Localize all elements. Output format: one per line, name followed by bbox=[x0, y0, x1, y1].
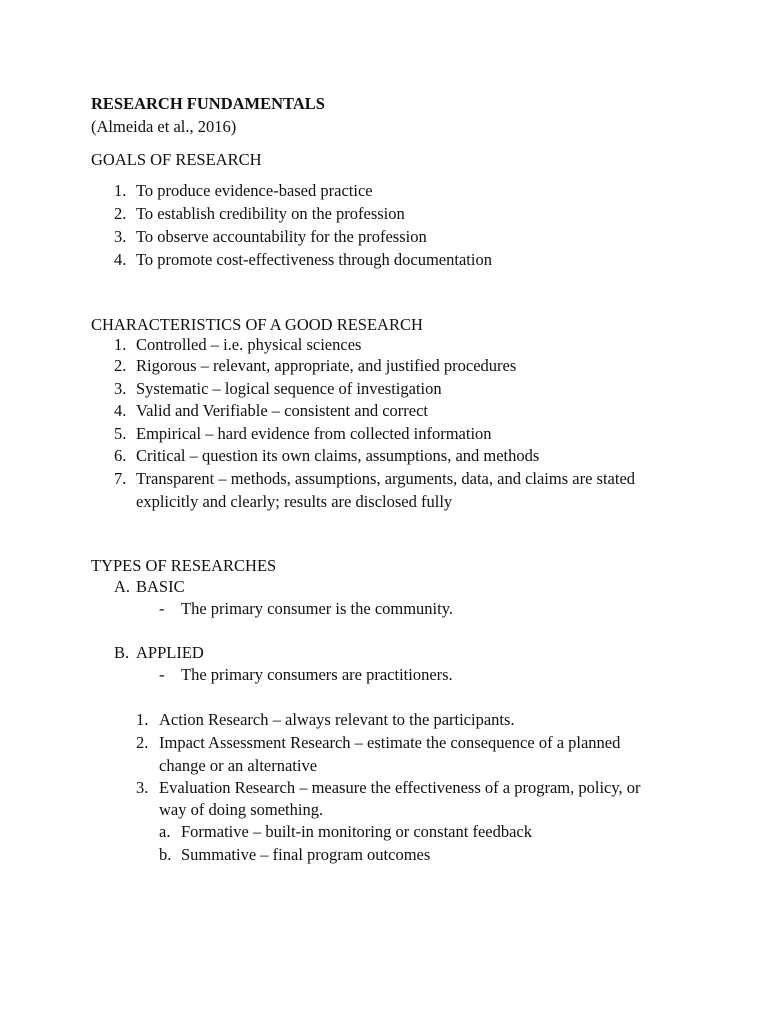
list-item-text: Formative – built-in monitoring or constant feedback bbox=[181, 822, 533, 841]
list-marker: 2. bbox=[114, 204, 127, 223]
type-note: The primary consumer is the community. bbox=[181, 599, 454, 618]
list-item-text: Empirical – hard evidence from collected information bbox=[136, 424, 492, 443]
type-note: The primary consumers are practitioners. bbox=[181, 665, 453, 684]
list-item-text: Transparent – methods, assumptions, arguments, data, and claims are stated bbox=[136, 469, 636, 488]
list-item-continuation: way of doing something. bbox=[159, 800, 324, 819]
list-marker: 1. bbox=[114, 335, 127, 354]
list-marker: 2. bbox=[114, 356, 127, 375]
list-marker: a. bbox=[159, 822, 171, 841]
list-marker: 3. bbox=[114, 379, 127, 398]
list-marker: 3. bbox=[136, 778, 149, 797]
goals-heading: GOALS OF RESEARCH bbox=[91, 150, 262, 169]
dash-marker: - bbox=[159, 665, 165, 684]
list-item-text: Controlled – i.e. physical sciences bbox=[136, 335, 362, 354]
list-marker: B. bbox=[114, 643, 130, 662]
list-item-text: Impact Assessment Research – estimate the consequence of a planned bbox=[159, 733, 621, 752]
list-marker: 3. bbox=[114, 227, 127, 246]
list-marker: 1. bbox=[114, 181, 127, 200]
dash-marker: - bbox=[159, 599, 165, 618]
list-item-text: To produce evidence-based practice bbox=[136, 181, 373, 200]
citation: (Almeida et al., 2016) bbox=[91, 117, 237, 136]
list-marker: 1. bbox=[136, 710, 149, 729]
list-item-text: Summative – final program outcomes bbox=[181, 845, 431, 864]
characteristics-heading: CHARACTERISTICS OF A GOOD RESEARCH bbox=[91, 315, 423, 334]
list-item-text: To promote cost-effectiveness through documentation bbox=[136, 250, 492, 269]
list-marker: 7. bbox=[114, 469, 127, 488]
types-heading: TYPES OF RESEARCHES bbox=[91, 556, 277, 575]
list-item-text: Critical – question its own claims, assumptions, and methods bbox=[136, 446, 540, 465]
list-marker: 5. bbox=[114, 424, 127, 443]
list-item-text: To observe accountability for the profession bbox=[136, 227, 427, 246]
list-item-text: Rigorous – relevant, appropriate, and justified procedures bbox=[136, 356, 517, 375]
list-item-text: Evaluation Research – measure the effectiveness of a program, policy, or bbox=[159, 778, 641, 797]
list-item-text: Valid and Verifiable – consistent and correct bbox=[136, 401, 429, 420]
list-item-continuation: explicitly and clearly; results are disclosed fully bbox=[136, 492, 453, 511]
list-item-text: Action Research – always relevant to the participants. bbox=[159, 710, 515, 729]
list-item-continuation: change or an alternative bbox=[159, 756, 318, 775]
document-title: RESEARCH FUNDAMENTALS bbox=[91, 94, 325, 113]
list-marker: A. bbox=[114, 577, 131, 596]
list-marker: 4. bbox=[114, 401, 127, 420]
type-label: APPLIED bbox=[136, 643, 204, 662]
list-item-text: Systematic – logical sequence of investigation bbox=[136, 379, 442, 398]
list-item-text: To establish credibility on the profession bbox=[136, 204, 405, 223]
list-marker: 6. bbox=[114, 446, 127, 465]
list-marker: 4. bbox=[114, 250, 127, 269]
type-label: BASIC bbox=[136, 577, 185, 596]
list-marker: b. bbox=[159, 845, 172, 864]
list-marker: 2. bbox=[136, 733, 149, 752]
